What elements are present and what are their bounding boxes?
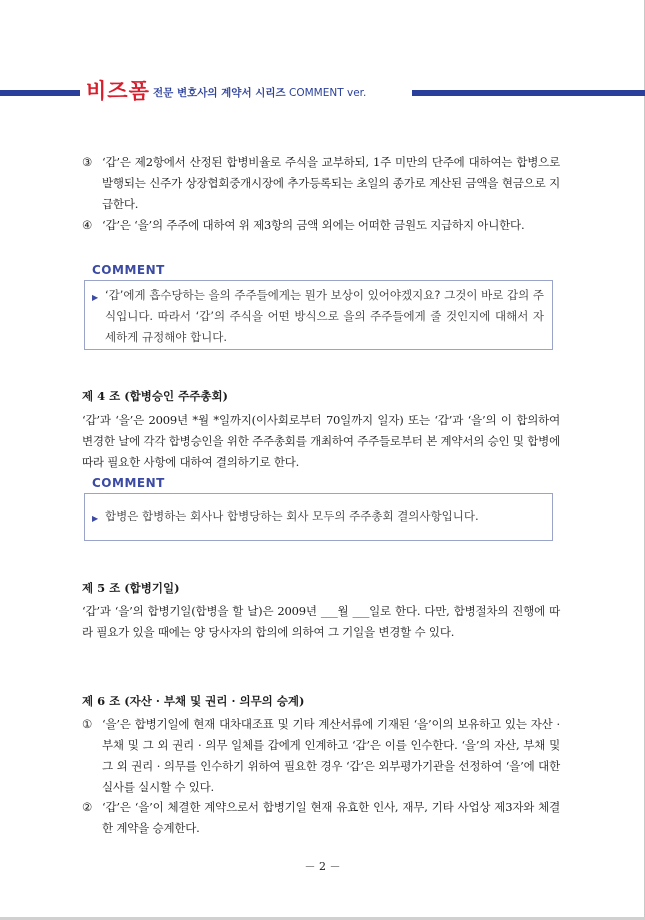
triangle-bullet-icon: ▶ xyxy=(92,514,99,523)
article6-item-1 xyxy=(82,714,560,798)
page-header xyxy=(0,78,645,106)
article4-title: 제 4 조 (합병승인 주주총회) xyxy=(82,389,228,403)
item-number: ② xyxy=(82,800,93,814)
comment-box xyxy=(84,493,553,541)
triangle-bullet-icon: ▶ xyxy=(92,293,99,302)
item-number: ④ xyxy=(82,218,93,232)
article6-title: 제 6 조 (자산 · 부채 및 권리 · 의무의 승계) xyxy=(82,694,305,708)
comment-text: ‘갑’에게 흡수당하는 을의 주주들에게는 뭔가 보상이 있어야겠지요? 그것이 바로 갑의 주식입니다. 따라서 ‘갑’의 주식을 어떤 방식으로 을의 주주들에게 줄 것인지에 대해서 자세하게 규정해야 합니다. xyxy=(105,288,544,344)
article3-item-3 xyxy=(82,152,560,215)
bizform-logo: 비즈폼 xyxy=(86,79,150,103)
article6-item-2 xyxy=(82,797,560,839)
article5-text: ‘갑’과 ‘을’의 합병기일(합병을 할 날)은 2009년 ___월 ___일로 한다. 다만, 합병절차의 진행에 따라 필요가 있을 때에는 양 당사자의 합의에 의하여 그 기일을 변경할 수 있다. xyxy=(82,604,560,639)
header-subtitle-en: COMMENT ver. xyxy=(289,87,367,99)
item-text: ‘을’은 합병기일에 현재 대차대조표 및 기타 계산서류에 기재된 ‘을’이의 보유하고 있는 자산 · 부채 및 그 외 권리 · 의무 일체를 갑에게 인계하고 ‘갑’은 이를 인수한다. ‘을’의 자산, 부채 및 그 외 권리 · 의무를 인수하기 위하여 필요한 경우 ‘갑’은 외부평가기관을 선정하여 ‘을’에 대한 실사를 실시할 수 있다. xyxy=(102,717,560,794)
item-text: ‘갑’은 ‘을’의 주주에 대하여 위 제3항의 금액 외에는 어떠한 금원도 지급하지 아니한다. xyxy=(102,218,525,232)
item-text: ‘갑’은 ‘을’이 체결한 계약으로서 합병기일 현재 유효한 인사, 재무, 기타 사업상 제3자와 체결한 계약을 승계한다. xyxy=(102,800,560,835)
article5-title: 제 5 조 (합병기일) xyxy=(82,581,180,595)
item-text: ‘갑’은 제2항에서 산정된 합병비율로 주식을 교부하되, 1주 미만의 단주에 대하여는 합병으로 발행되는 신주가 상장협회중개시장에 추가등록되는 초일의 종가로 계산된 금액을 현금으로 지급한다. xyxy=(102,155,560,211)
article3-item-4 xyxy=(82,215,560,236)
article4-text: ‘갑’과 ‘을’은 2009년 *월 *일까지(이사회로부터 70일까지 일자) 또는 ‘갑’과 ‘을’의 이 합의하여 변경한 날에 각각 합병승인을 위한 주주총회를 개최하여 주주들로부터 본 계약서의 승인 및 합병에 따라 필요한 사항에 대하여 결의하기로 한다. xyxy=(82,413,560,469)
header-bar-left xyxy=(0,90,80,96)
item-number: ① xyxy=(82,717,93,731)
header-subtitle xyxy=(153,86,366,100)
comment-label: COMMENT xyxy=(92,476,165,490)
header-subtitle-kr: 전문 변호사의 계약서 시리즈 xyxy=(153,87,286,99)
comment-box xyxy=(84,280,553,350)
item-number: ③ xyxy=(82,155,93,169)
page-number: － 2 － xyxy=(304,860,341,873)
comment-label: COMMENT xyxy=(92,263,165,277)
comment-text: 합병은 합병하는 회사나 합병당하는 회사 모두의 주주총회 결의사항입니다. xyxy=(105,509,479,523)
header-bar-right xyxy=(412,90,645,96)
